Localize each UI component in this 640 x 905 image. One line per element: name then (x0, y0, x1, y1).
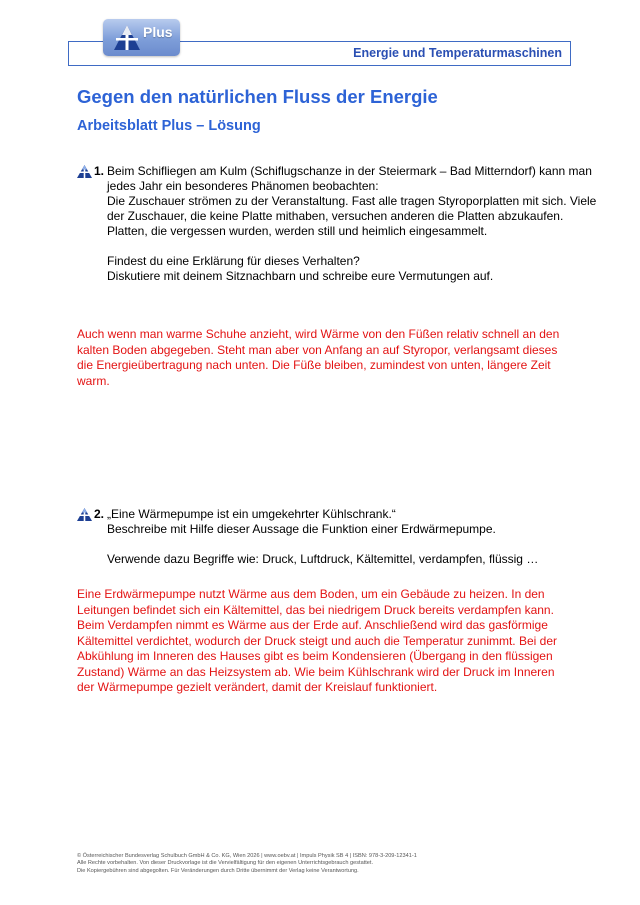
page-subtitle: Arbeitsblatt Plus – Lösung (77, 118, 261, 134)
task-quote: „Eine Wärmepumpe ist ein umgekehrter Kühlschrank.“ (107, 507, 396, 521)
answer-2: Eine Erdwärmepumpe nutzt Wärme aus dem Boden, um ein Gebäude zu heizen. In den Leitungen befindet sich ein Kältemittel, das bei niedrigem Druck bereits verdampfen kann. Beim Verdampfen nimmt es Wärme aus der Erde auf. Anschließend wird das gasförmige Kältemittel verdichtet, wodurch der Druck steigt und auch die Temperatur zunimmt. Bei der Abkühlung im Inneren des Hauses gibt es beim Kondensieren (Übergang in den flüssigen Zustand) Wärme an das Heizsystem ab. Wie beim Kühlschrank wird der Druck im Inneren der Wärmepumpe gezielt verändert, damit der Kreislauf funktioniert. (77, 587, 557, 694)
task-question: Findest du eine Erklärung für dieses Verhalten? (107, 254, 360, 268)
task-2 (77, 507, 607, 567)
task-instruction: Diskutiere mit deinem Sitznachbarn und schreibe eure Vermutungen auf. (107, 269, 494, 283)
footer-rights: Alle Rechte vorbehalten. Von dieser Druckvorlage ist die Vervielfältigung für den eigenen Unterrichtsgebrauch gestattet. (77, 860, 374, 867)
section-title: Energie und Temperaturmaschinen (353, 46, 562, 60)
answer-1: Auch wenn man warme Schuhe anzieht, wird Wärme von den Füßen relativ schnell an den kalten Boden abgegeben. Steht man aber von Anfang an auf Styropor, verlangsamt dieses die Energieübertragung nach unten. Die Füße bleiben, zumindest von unten, längere Zeit warm. (77, 327, 560, 388)
page-title: Gegen den natürlichen Fluss der Energie (77, 86, 438, 107)
plus-logo (103, 19, 180, 56)
task-number: 2. (94, 507, 105, 521)
task-text: Die Zuschauer strömen zu der Veranstaltung. Fast alle tragen Styroporplatten mit sich. Viele der Zuschauer, die keine Platte mithaben, versuchen anderen die Platten abzukaufen. Platten, die vergessen wurden, werden still und heimlich eingesammelt. (107, 194, 597, 238)
task-pyramid-icon (77, 508, 92, 521)
footer-copyright: © Österreichischer Bundesverlag Schulbuch GmbH & Co. KG, Wien 2026 | www.oebv.at | Impuls Physik SB 4 | ISBN: 978-3-209-12341-1 (77, 853, 417, 859)
pyramid-logo-icon (113, 24, 141, 51)
task-text: Beim Schifliegen am Kulm (Schiflugschanze in der Steiermark – Bad Mitterndorf) kann man jedes Jahr ein besonderes Phänomen beobachten: (107, 164, 592, 193)
logo-label: Plus (143, 24, 173, 40)
task-hint: Verwende dazu Begriffe wie: Druck, Luftdruck, Kältemittel, verdampfen, flüssig … (107, 552, 539, 566)
footer (77, 853, 577, 875)
footer-disclaimer: Die Kopiergebühren sind abgegolten. Für Veränderungen durch Dritte übernimmt der Verlag keine Verantwortung. (77, 867, 359, 874)
task-number: 1. (94, 164, 105, 178)
task-1 (77, 164, 607, 284)
task-pyramid-icon (77, 165, 92, 178)
task-instruction: Beschreibe mit Hilfe dieser Aussage die Funktion einer Erdwärmepumpe. (107, 522, 496, 536)
